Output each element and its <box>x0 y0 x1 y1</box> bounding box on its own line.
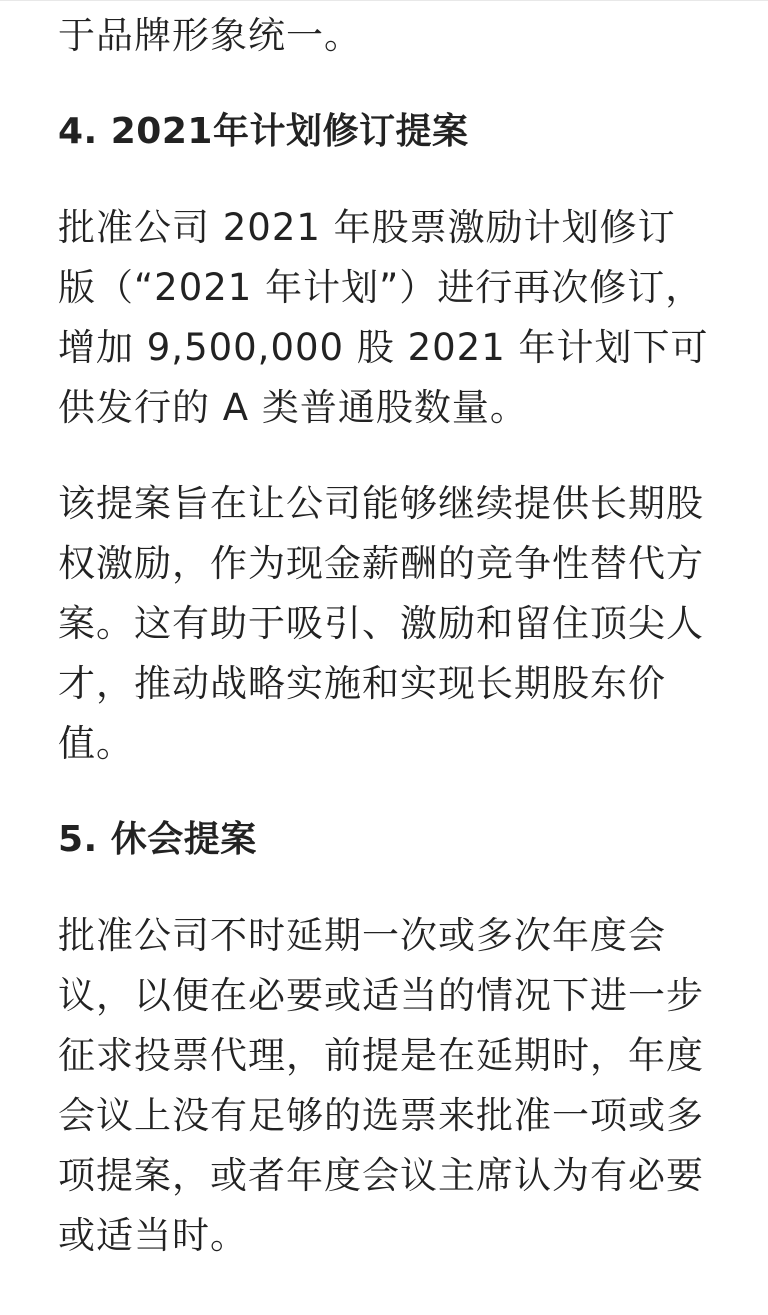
article-content <box>58 6 710 1266</box>
top-divider <box>0 0 768 1</box>
spacer <box>58 438 710 474</box>
section-4-paragraph-2: 该提案旨在让公司能够继续提供长期股权激励，作为现金薪酬的竞争性替代方案。这有助于吸引、激励和留住顶尖人才，推动战略实施和实现长期股东价值。 <box>58 482 704 765</box>
section-4-paragraph-1: 批准公司 2021 年股票激励计划修订版（“2021 年计划”）进行再次修订，增加 9,500,000 股 2021 年计划下可供发行的 A 类普通股数量。 <box>58 206 709 429</box>
spacer <box>58 870 710 906</box>
section-4-heading: 4. 2021年计划修订提案 <box>58 111 469 152</box>
spacer <box>58 66 710 102</box>
intro-tail-text: 于品牌形象统一。 <box>58 14 362 57</box>
spacer <box>58 162 710 198</box>
section-5-paragraph-1: 批准公司不时延期一次或多次年度会议，以便在必要或适当的情况下进一步征求投票代理，前提是在延期时，年度会议上没有足够的选票来批准一项或多项提案，或者年度会议主席认为有必要或适当时。 <box>58 914 704 1257</box>
spacer <box>58 774 710 810</box>
section-5-heading: 5. 休会提案 <box>58 819 257 860</box>
